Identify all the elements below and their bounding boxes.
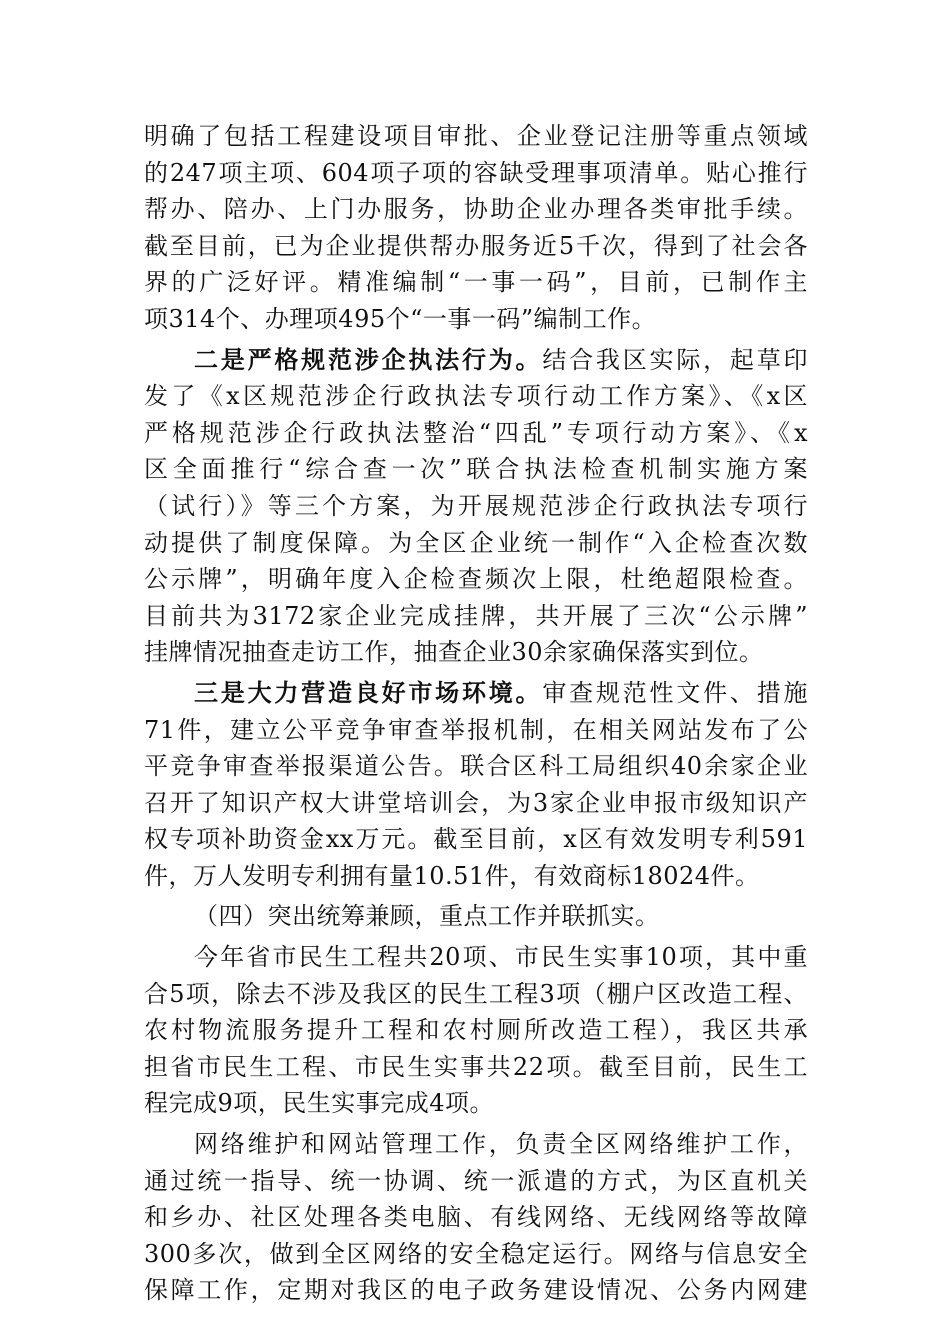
text-line: 担省市民生工程、市民生实事共22项。截至目前，民生工 [144, 1052, 808, 1081]
text-line: 网络维护和网站管理工作，负责全区网络维护工作， [194, 1130, 808, 1159]
text-line: 权专项补助资金xx万元。截至目前，x区有效发明专利591 [144, 825, 808, 854]
text-line: 通过统一指导、统一协调、统一派遣的方式，为区直机关 [144, 1166, 808, 1195]
text-line: 程完成9项，民生实事完成4项。 [144, 1089, 495, 1118]
text-line: 和乡办、社区处理各类电脑、有线网络、无线网络等故障 [144, 1203, 808, 1232]
paragraph-market-environment [144, 675, 808, 895]
text-line: 农村物流服务提升工程和农村厕所改造工程），我区共承 [144, 1016, 808, 1045]
text-line: 71件，建立公平竞争审查举报机制，在相关网站发布了公 [144, 715, 808, 744]
paragraph-heading: 二是严格规范涉企执法行为。 [194, 344, 543, 374]
text-line: 300多次，做到全区网络的安全稳定运行。网络与信息安全 [144, 1239, 808, 1268]
text-line: 挂牌情况抽查走访工作，抽查企业30余家确保落实到位。 [144, 638, 764, 667]
text-line [144, 342, 808, 379]
paragraph-heading: 三是大力营造良好市场环境。 [194, 677, 543, 707]
text-line: 合5项，除去不涉及我区的民生工程3项（棚户区改造工程、 [144, 979, 808, 1008]
text-line: 今年省市民生工程共20项、市民生实事10项，其中重 [194, 943, 808, 972]
text-line: 明确了包括工程建设项目审批、企业登记注册等重点领域 [144, 122, 808, 150]
section-heading [144, 898, 808, 935]
text-line: 平竞争审查举报渠道公告。联合区科工局组织40余家企业 [144, 752, 808, 781]
text-line: （试行）》等三个方案，为开展规范涉企行政执法专项行 [144, 491, 808, 520]
text-line: 件，万人发明专利拥有量10.51件，有效商标18024件。 [144, 861, 760, 890]
text-line: 帮办、陪办、上门办服务，协助企业办理各类审批手续。 [144, 195, 808, 224]
paragraph-continuation [144, 118, 808, 338]
paragraph-network [144, 1126, 808, 1309]
section-4-title: （四）突出统筹兼顾，重点工作并联抓实。 [194, 902, 660, 931]
text-line: 召开了知识产权大讲堂培训会，为3家企业申报市级知识产 [144, 788, 808, 817]
paragraph-livelihood [144, 939, 808, 1122]
text-line: 保障工作，定期对我区的电子政务建设情况、公务内网建 [144, 1276, 808, 1305]
text-line: 界的广泛好评。精准编制“一事一码”，目前，已制作主 [144, 268, 808, 297]
text-line: 目前共为3172家企业完成挂牌，共开展了三次“公示牌” [144, 601, 808, 630]
paragraph-enforcement [144, 342, 808, 671]
text-line: 严格规范涉企行政执法整治“四乱”专项行动方案》、《x [144, 418, 808, 447]
text-line: 公示牌”，明确年度入企检查频次上限，杜绝超限检查。 [144, 565, 808, 594]
text-line [144, 675, 808, 712]
text-run: 结合我区实际，起草印 [542, 345, 809, 374]
text-line: 项314个、办理项495个“一事一码”编制工作。 [144, 304, 657, 333]
text-line: 的247项主项、604项子项的容缺受理事项清单。贴心推行 [144, 158, 808, 187]
text-line: 动提供了制度保障。为全区企业统一制作“入企检查次数 [144, 528, 808, 557]
text-run: 审查规范性文件、措施 [542, 678, 809, 707]
text-line: 发了《x区规范涉企行政执法专项行动工作方案》、《x区 [144, 382, 808, 411]
document-page [144, 118, 808, 1309]
text-line: 区全面推行“综合查一次”联合执法检查机制实施方案 [144, 455, 808, 484]
text-line: 截至目前，已为企业提供帮办服务近5千次，得到了社会各 [144, 231, 808, 260]
